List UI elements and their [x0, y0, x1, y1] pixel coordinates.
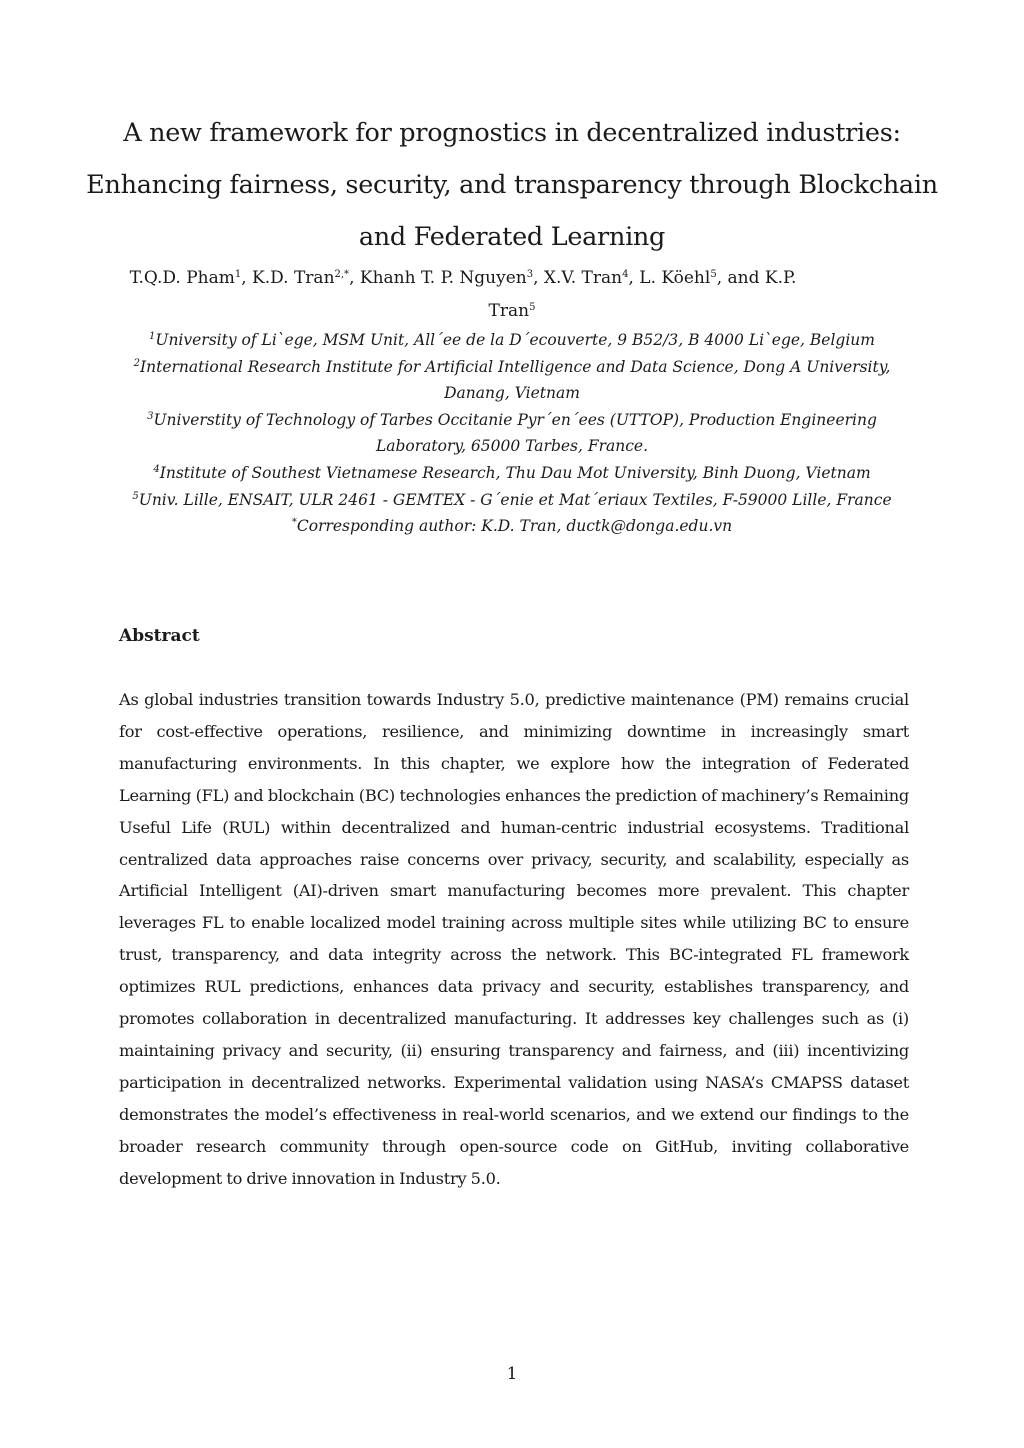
author-name: , Khanh T. P. Nguyen — [349, 268, 527, 288]
affiliation-text: International Research Institute for Artificial Intelligence and Data Science, Dong A University, — [140, 358, 891, 376]
affiliation-mark: 3 — [147, 411, 154, 422]
author-list — [0, 268, 926, 288]
author-name: T.Q.D. Pham — [129, 268, 235, 288]
author-name: , L. Köehl — [628, 268, 711, 288]
author-affil-mark: 2,* — [334, 269, 350, 280]
paper-title-line-2: Enhancing fairness, security, and transparency through Blockchain — [86, 170, 938, 200]
affiliation-mark: 5 — [132, 491, 139, 502]
affiliation-3 — [0, 411, 1024, 429]
author-name: Tran — [488, 301, 530, 321]
author-name: , X.V. Tran — [533, 268, 623, 288]
page-number: 1 — [506, 1364, 518, 1384]
author-list-continued — [0, 301, 1024, 321]
affiliation-text: University of Li`ege, MSM Unit, All´ee de la D´ecouverte, 9 B52/3, B 4000 Li`ege, Belgium — [155, 331, 875, 349]
affiliation-text: Universtity of Technology of Tarbes Occitanie Pyr´en´ees (UTTOP), Production Engineering — [153, 411, 877, 429]
author-name: , K.D. Tran — [241, 268, 335, 288]
author-name: , and K.P. — [716, 268, 797, 288]
affiliation-mark: 2 — [133, 358, 140, 369]
affiliation-2 — [0, 358, 1024, 376]
abstract-body: As global industries transition towards Industry 5.0, predictive maintenance (PM) remains crucial for cost-effective operations, resilience, and minimizing downtime in increasingly smart manufacturing environments. In this chapter, we explore how the integration of Federated Learning (FL) and blockchain (BC) technologies enhances the prediction of machinery’s Remaining Useful Life (RUL) within decentralized and human-centric industrial ecosystems. Traditional centralized data approaches raise concerns over privacy, security, and scalability, especially as Artificial Intelligent (AI)-driven smart manufacturing becomes more prevalent. This chapter leverages FL to enable localized model training across multiple sites while utilizing BC to ensure trust, transparency, and data integrity across the network. This BC-integrated FL framework optimizes RUL predictions, enhances data privacy and security, establishes transparency, and promotes collaboration in decentralized manufacturing. It addresses key challenges such as (i) maintaining privacy and security, (ii) ensuring transparency and fairness, and (iii) incentivizing participation in decentralized networks. Experimental validation using NASA’s CMAPSS dataset demonstrates the model’s effectiveness in real-world scenarios, and we extend our findings to the broader research community through open-source code on GitHub, inviting collaborative development to drive innovation in Industry 5.0. — [119, 690, 909, 1188]
affiliation-text: Institute of Southest Vietnamese Research, Thu Dau Mot University, Binh Duong, Vietnam — [159, 464, 871, 482]
affiliation-2-continued: Danang, Vietnam — [444, 384, 580, 402]
paper-title-line-1: A new framework for prognostics in decentralized industries: — [123, 118, 901, 148]
corresponding-author — [0, 517, 1024, 535]
corresponding-mark: * — [291, 517, 297, 528]
affiliation-4 — [0, 464, 1024, 482]
abstract-heading: Abstract — [119, 626, 200, 646]
author-affil-mark: 5 — [710, 269, 717, 280]
author-affil-mark: 1 — [234, 269, 242, 280]
affiliation-3-continued: Laboratory, 65000 Tarbes, France. — [375, 437, 649, 455]
paper-title-line-3: and Federated Learning — [358, 222, 666, 252]
author-affil-mark: 5 — [529, 302, 536, 313]
affiliation-1 — [0, 331, 1024, 349]
affiliation-5 — [0, 491, 1024, 509]
author-affil-mark: 3 — [526, 269, 534, 280]
affiliation-text: Univ. Lille, ENSAIT, ULR 2461 - GEMTEX - G´enie et Mat´eriaux Textiles, F-59000 Lille, France — [138, 491, 892, 509]
corresponding-text: Corresponding author: K.D. Tran, ductk@donga.edu.vn — [296, 517, 733, 535]
affiliation-mark: 4 — [153, 464, 160, 475]
author-affil-mark: 4 — [622, 269, 629, 280]
affiliation-mark: 1 — [149, 331, 156, 342]
